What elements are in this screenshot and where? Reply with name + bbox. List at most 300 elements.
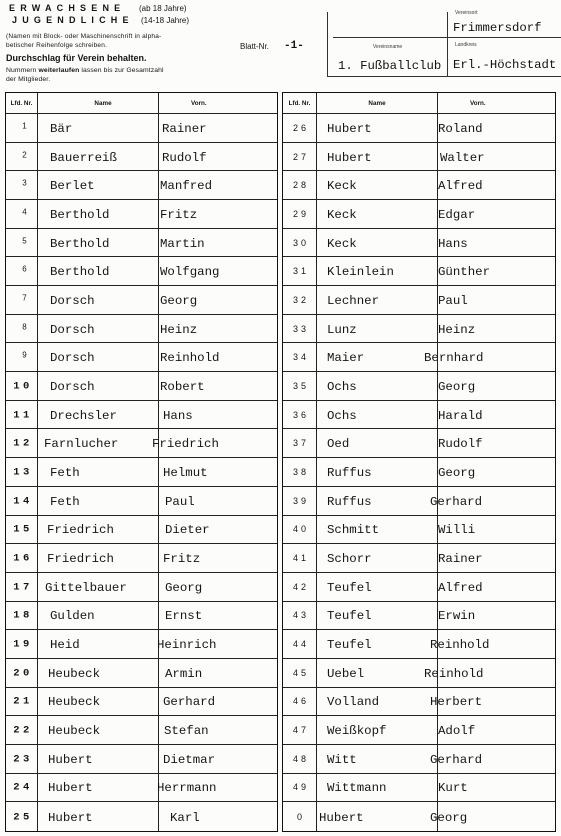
member-number: 32 [292,295,309,306]
first-name-cell [159,716,277,745]
member-number-cell [6,401,38,430]
surname-cell [38,458,159,487]
first-name-cell [438,516,555,545]
first-name-cell [424,659,555,688]
first-name-cell [159,544,277,573]
member-number-cell [283,573,317,602]
member-number: 4 [22,207,27,217]
member-first-name: Georg [430,810,468,825]
member-number-cell [6,688,38,717]
surname-cell [317,602,438,631]
member-number: 5 [22,235,27,245]
member-first-name: Robert [160,379,205,394]
first-name-cell [159,315,277,344]
first-name-cell [159,745,277,774]
surname-cell [317,429,438,458]
member-surname: Uebel [327,666,365,681]
member-first-name: Georg [438,465,476,480]
member-first-name: Karl [170,810,200,825]
member-number-cell [283,458,317,487]
member-first-name: Gerhard [430,494,483,509]
surname-cell [38,544,159,573]
surname-cell [317,516,438,545]
member-first-name: Rainer [162,121,207,136]
member-surname: Friedrich [47,551,114,566]
member-number: 7 [22,293,27,303]
member-first-name: Reinhold [424,666,484,681]
first-name-cell [424,343,555,372]
district: Erl.-Höchstadt [453,58,557,72]
club-box-rule-bottom [327,76,561,77]
member-surname: Hubert [48,810,93,825]
member-first-name: Reinhold [160,351,220,366]
member-number: 40 [292,524,309,535]
surname-cell [38,171,159,200]
first-name-cell [438,544,555,573]
district-label: Landkreis [455,42,477,48]
surname-cell [317,659,438,688]
member-number-cell [283,401,317,430]
member-surname: Drechsler [50,408,117,423]
numbering-start: Nummern [6,67,37,74]
member-first-name: Georg [160,293,198,308]
member-number-cell [6,114,38,143]
member-first-name: Friedrich [152,437,219,452]
member-number: 42 [292,581,309,592]
member-surname: Lechner [327,293,380,308]
member-number-cell [6,372,38,401]
category-adults-age: (ab 18 Jahre) [139,4,187,13]
member-surname: Weißkopf [327,723,387,738]
first-name-cell [159,257,277,286]
member-number: 10 [13,380,33,393]
member-surname: Ruffus [327,465,372,480]
member-number-cell [283,286,317,315]
first-name-cell [438,602,555,631]
member-first-name: Paul [165,494,195,509]
member-number: 22 [13,724,33,737]
category-youth-age: (14-18 Jahre) [141,16,190,25]
surname-cell [317,573,438,602]
member-number: 13 [13,466,33,479]
surname-cell [38,745,159,774]
first-name-cell [159,229,277,258]
first-name-cell [430,802,555,831]
member-surname: Dorsch [50,379,95,394]
member-first-name: Edgar [438,207,476,222]
first-name-cell [438,774,555,803]
surname-cell [317,802,438,831]
first-name-cell [152,429,277,458]
member-surname: Oed [327,437,350,452]
member-surname: Ochs [327,408,357,423]
member-first-name: Paul [438,293,468,308]
surname-cell [317,200,438,229]
member-surname: Dorsch [50,322,95,337]
first-name-cell [430,688,555,717]
member-surname: Bauerreiß [50,150,117,165]
member-number-cell [6,602,38,631]
member-surname: Keck [327,236,357,251]
surname-cell [317,343,438,372]
first-name-cell [159,401,277,430]
surname-cell [38,487,159,516]
first-name-cell [438,716,555,745]
member-number: 30 [292,237,309,248]
surname-cell [317,774,438,803]
member-number: 6 [22,264,27,274]
member-first-name: Manfred [160,178,213,193]
numbering-note [6,68,164,75]
surname-cell [38,114,159,143]
member-first-name: Hans [163,408,193,423]
member-number: 37 [292,438,309,449]
member-number-cell [6,229,38,258]
member-number-cell [283,315,317,344]
member-surname: Gittelbauer [45,580,127,595]
member-number-cell [6,716,38,745]
member-first-name: Herrmann [157,781,217,796]
surname-cell [38,659,159,688]
member-number: 14 [13,495,33,508]
member-surname: Berthold [50,207,110,222]
member-number: 20 [13,667,33,680]
member-first-name: Wolfgang [160,265,220,280]
member-surname: Berthold [50,265,110,280]
surname-cell [38,516,159,545]
first-name-cell [159,516,277,545]
member-number-cell [6,458,38,487]
member-first-name: Hans [438,236,468,251]
member-number: 3 [22,178,27,188]
member-table-left [5,92,278,832]
surname-cell [317,688,438,717]
member-surname: Schorr [327,551,372,566]
member-surname: Hubert [327,121,372,136]
member-first-name: Stefan [164,723,209,738]
member-first-name: Rudolf [438,437,483,452]
member-number-cell [6,573,38,602]
member-surname: Hubert [327,150,372,165]
member-number: 31 [292,266,309,277]
first-name-cell [159,774,277,803]
surname-cell [317,171,438,200]
first-name-cell [159,802,277,831]
surname-cell [317,315,438,344]
club-box-divider-right [447,12,448,76]
member-number-cell [6,544,38,573]
surname-cell [38,630,159,659]
member-number: 34 [292,352,309,363]
first-name-cell [438,171,555,200]
instruction-line-2: betischer Reihenfolge schreiben. [6,42,108,49]
member-number-cell [283,343,317,372]
surname-cell [317,401,438,430]
member-number-cell [283,688,317,717]
category-youth: JUGENDLICHE [12,15,134,25]
member-first-name: Harald [438,408,483,423]
member-first-name: Ernst [165,609,203,624]
member-number-cell [6,286,38,315]
column-header-first-name: Vorn. [159,93,277,114]
member-number-cell [6,171,38,200]
first-name-cell [430,487,555,516]
first-name-cell [438,429,555,458]
first-name-cell [438,257,555,286]
member-surname: Berlet [50,178,95,193]
member-first-name: Heinz [160,322,198,337]
member-first-name: Armin [165,666,203,681]
member-number-cell [283,257,317,286]
member-surname: Lunz [327,322,357,337]
member-number: 27 [292,151,309,162]
member-number: 19 [13,638,33,651]
member-first-name: Günther [438,265,491,280]
member-surname: Heubeck [48,695,101,710]
first-name-cell [159,286,277,315]
surname-cell [38,257,159,286]
member-surname: Teufel [327,637,372,652]
member-number: 26 [292,123,309,134]
member-number: 17 [13,581,33,594]
first-name-cell [438,200,555,229]
first-name-cell [159,487,277,516]
member-first-name: Alfred [438,580,483,595]
member-first-name: Helmut [163,465,208,480]
surname-cell [317,630,438,659]
club-name-label: Vereinsname [373,44,403,50]
first-name-cell [438,458,555,487]
first-name-cell [438,573,555,602]
member-first-name: Willi [438,523,476,538]
member-first-name: Georg [165,580,203,595]
member-number: 35 [292,381,309,392]
member-number-cell [283,774,317,803]
member-surname: Hubert [48,752,93,767]
member-number-cell [283,630,317,659]
member-number: 46 [292,696,309,707]
member-number-cell [6,745,38,774]
member-first-name: Dieter [165,523,210,538]
member-first-name: Adolf [438,723,476,738]
first-name-cell [159,688,277,717]
sheet-number: -1- [284,40,304,52]
member-number: 16 [13,552,33,565]
member-number-cell [283,516,317,545]
copy-note: Durchschlag für Verein behalten. [6,53,147,63]
member-surname: Kleinlein [327,265,394,280]
club-box-rule-top [333,37,561,38]
member-number: 33 [292,323,309,334]
member-number: 39 [292,495,309,506]
member-number-cell [6,516,38,545]
member-surname: Hubert [319,810,364,825]
surname-cell [38,200,159,229]
member-number-cell [6,659,38,688]
member-number-cell [283,372,317,401]
first-name-cell [159,171,277,200]
first-name-cell [159,372,277,401]
member-number-cell [283,659,317,688]
surname-cell [38,372,159,401]
member-number: 1 [22,121,27,131]
member-number: 25 [13,811,33,824]
member-first-name: Kurt [438,781,468,796]
member-first-name: Gerhard [430,752,483,767]
member-number: 45 [292,667,309,678]
club-location: Frimmersdorf [453,21,542,35]
member-surname: Dorsch [50,293,95,308]
member-number-cell [283,487,317,516]
first-name-cell [159,630,277,659]
member-first-name: Rudolf [162,150,207,165]
first-name-cell [159,143,277,172]
member-first-name: Alfred [438,178,483,193]
surname-cell [317,372,438,401]
member-first-name: Fritz [163,551,201,566]
numbering-end: lassen bis zur Gesamtzahl [81,67,164,74]
numbering-note-line-2: der Mitglieder. [6,76,51,83]
member-number: 12 [13,437,33,450]
surname-cell [317,229,438,258]
member-number-cell [283,544,317,573]
member-surname: Heid [50,637,80,652]
surname-cell [38,286,159,315]
member-surname: Ruffus [327,494,372,509]
member-number: 49 [292,782,309,793]
column-header-name: Name [317,93,438,114]
member-surname: Teufel [327,609,372,624]
member-surname: Keck [327,178,357,193]
member-surname: Berthold [50,236,110,251]
club-box-divider-left [327,12,328,76]
member-number: 43 [292,610,309,621]
member-number: 41 [292,553,309,564]
first-name-cell [159,458,277,487]
member-surname: Dorsch [50,351,95,366]
first-name-cell [430,745,555,774]
surname-cell [317,458,438,487]
member-surname: Keck [327,207,357,222]
column-header-number: Lfd. Nr. [283,93,317,114]
member-first-name: Walter [440,150,485,165]
sheet-number-label: Blatt-Nr. [240,42,269,51]
first-name-cell [438,286,555,315]
club-name: 1. Fußballclub [338,59,442,73]
member-number: 11 [13,409,33,422]
first-name-cell [159,114,277,143]
surname-cell [38,343,159,372]
member-number: 28 [292,180,309,191]
member-surname: Witt [327,752,357,767]
first-name-cell [159,602,277,631]
surname-cell [38,401,159,430]
member-first-name: Fritz [160,207,198,222]
first-name-cell [159,659,277,688]
surname-cell [317,745,438,774]
member-number: 15 [13,523,33,536]
member-number-cell [283,171,317,200]
member-first-name: Erwin [438,609,476,624]
surname-cell [317,286,438,315]
surname-cell [317,544,438,573]
first-name-cell [430,630,555,659]
member-number: 44 [292,639,309,650]
member-surname: Feth [50,465,80,480]
member-number-cell [6,429,38,458]
member-number: 29 [292,209,309,220]
member-number: 0 [296,811,305,822]
member-number: 36 [292,409,309,420]
first-name-cell [159,343,277,372]
member-first-name: Heinz [438,322,476,337]
member-number-cell [6,343,38,372]
first-name-cell [438,143,555,172]
surname-cell [38,802,159,831]
surname-cell [317,257,438,286]
member-first-name: Roland [438,121,483,136]
column-header-first-name: Vorn. [438,93,555,114]
member-surname: Heubeck [48,723,101,738]
member-surname: Gulden [50,609,95,624]
first-name-cell [438,401,555,430]
surname-cell [38,602,159,631]
member-number-cell [283,602,317,631]
member-surname: Maier [327,351,365,366]
member-first-name: Gerhard [163,695,216,710]
member-surname: Farnlucher [44,437,119,452]
surname-cell [317,487,438,516]
surname-cell [317,143,438,172]
member-number: 21 [13,696,33,709]
member-first-name: Heinrich [157,637,217,652]
surname-cell [38,573,159,602]
member-surname: Heubeck [48,666,101,681]
first-name-cell [159,573,277,602]
member-number-cell [283,200,317,229]
member-first-name: Herbert [430,695,483,710]
first-name-cell [438,372,555,401]
surname-cell [38,229,159,258]
member-first-name: Martin [160,236,205,251]
first-name-cell [438,229,555,258]
member-surname: Wittmann [327,781,387,796]
member-table-right [282,92,556,832]
surname-cell [38,429,159,458]
member-number-cell [283,429,317,458]
member-number-cell [6,143,38,172]
member-surname: Friedrich [47,523,114,538]
member-first-name: Bernhard [424,351,484,366]
member-surname: Feth [50,494,80,509]
surname-cell [317,716,438,745]
member-number-cell [6,487,38,516]
column-header-name: Name [38,93,159,114]
member-number: 38 [292,467,309,478]
surname-cell [38,716,159,745]
member-surname: Bär [50,121,73,136]
first-name-cell [159,200,277,229]
member-number: 2 [22,149,27,159]
member-number: 47 [292,725,309,736]
instruction-line-1: (Namen mit Block- oder Maschinenschrift in alpha- [6,33,162,40]
member-number-cell [283,114,317,143]
surname-cell [38,315,159,344]
member-number-cell [283,802,317,831]
first-name-cell [438,315,555,344]
surname-cell [317,114,438,143]
column-header-number: Lfd. Nr. [6,93,38,114]
